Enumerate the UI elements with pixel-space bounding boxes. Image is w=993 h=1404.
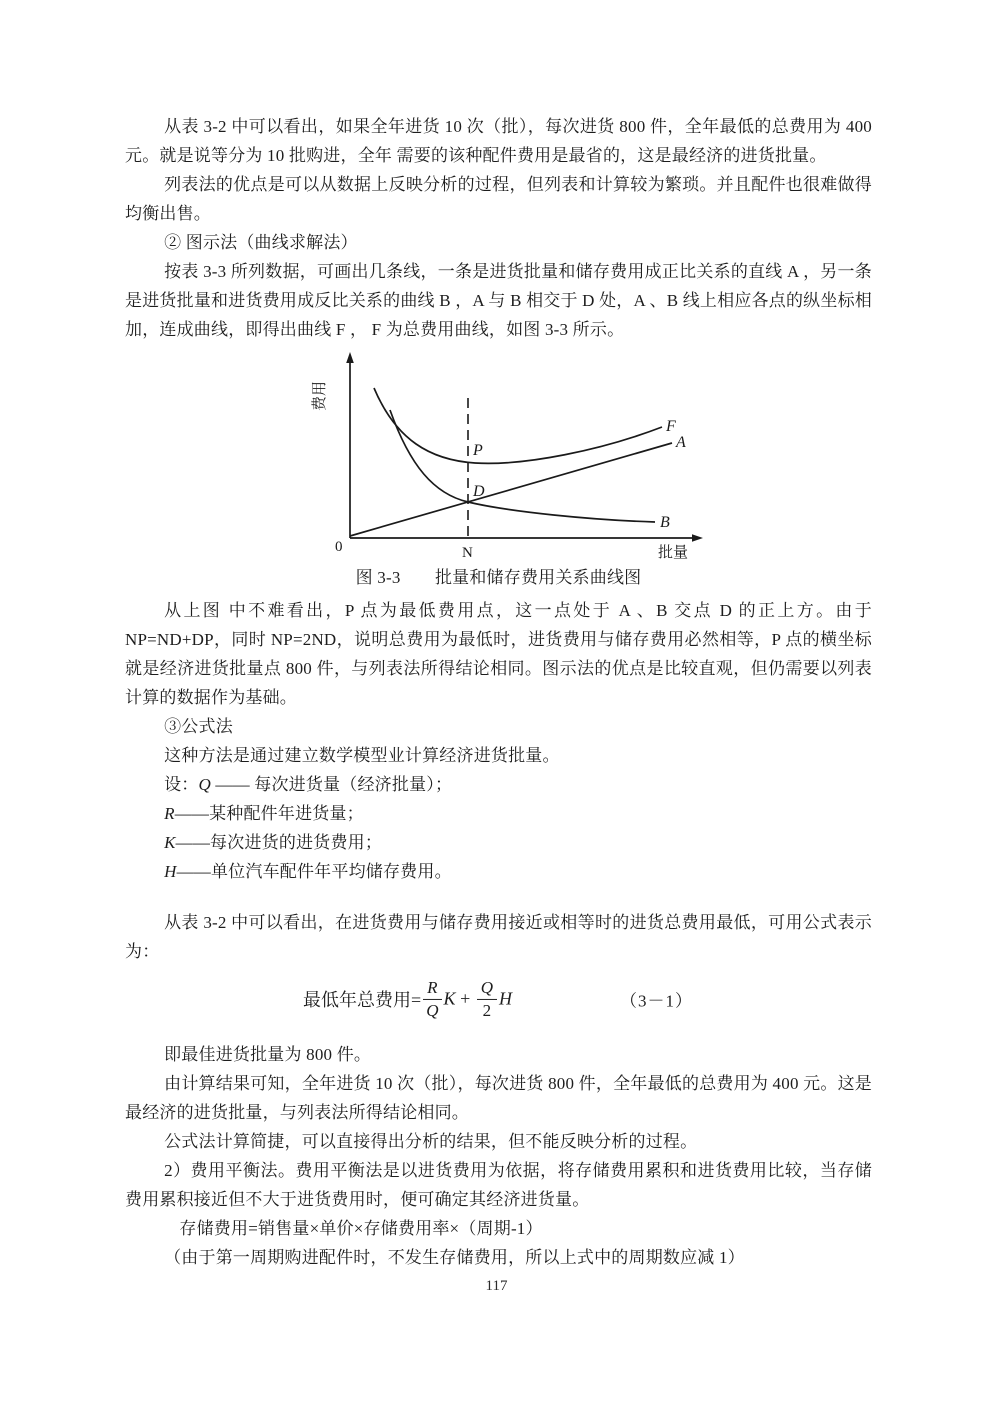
paragraph-intro: 从表 3-2 中可以看出，如果全年进货 10 次（批），每次进货 800 件，全年最低的总费用为 400 元。就是说等分为 10 批购进，全年 需要的该种配件费用是最省的，这是最经济的进货批量。 (125, 117, 872, 165)
paragraph-balance-method: 2）费用平衡法。费用平衡法是以进货费用为依据，将存储费用累积和进货费用比较，当存储费用累积接近但不大于进货费用时，便可确定其经济进货量。 (125, 1161, 872, 1209)
plus-sign: + (460, 988, 471, 1009)
definition-variable: Q (198, 775, 211, 794)
origin-label: 0 (335, 539, 343, 555)
paragraph-lowest-cost: 从表 3-2 中可以看出，在进货费用与储存费用接近或相等时的进货总费用最低，可用公式表示为： (125, 913, 872, 961)
equation-k: K (443, 988, 456, 1009)
figure-3-3 (125, 348, 872, 562)
equation-3-1 (125, 970, 872, 1028)
heading-graphic-method: ② 图示法（曲线求解法） (164, 233, 358, 252)
fraction-r-over-q (423, 978, 441, 1020)
curve-f-path (374, 388, 662, 463)
curve-b-label: B (660, 514, 670, 531)
point-d-label: D (473, 483, 485, 500)
page-number: 117 (485, 1278, 508, 1294)
definition-r (125, 799, 872, 828)
paragraph-formula-intro: 这种方法是通过建立数学模型业计算经济进货批量。 (164, 746, 560, 765)
definition-variable: K (164, 833, 176, 852)
point-p-label: P (473, 442, 483, 459)
curve-a-line (350, 443, 672, 536)
y-axis-label: 费用 (312, 380, 328, 412)
figure-caption: 图 3-3 批量和储存费用关系曲线图 (355, 568, 642, 587)
paragraph-formula-pros: 公式法计算简捷，可以直接得出分析的结果，但不能反映分析的过程。 (164, 1132, 698, 1151)
paragraph-list-method-pros: 列表法的优点是可以从数据上反映分析的过程，但列表和计算较为繁琐。并且配件也很难做得均衡出售。 (125, 175, 872, 223)
definition-q (125, 770, 872, 799)
fraction-numerator: Q (477, 978, 497, 1000)
fraction-q-over-2 (477, 978, 497, 1020)
x-axis-label: 批量 (658, 545, 689, 561)
fraction-denominator: 2 (482, 1000, 492, 1020)
definition-text: ——某种配件年进货量； (174, 804, 364, 823)
paragraph-note: （由于第一周期购进配件时，不发生存储费用，所以上式中的周期数应减 1） (164, 1248, 745, 1267)
curve-a-label: A (676, 434, 686, 451)
curve-b-path (390, 410, 655, 522)
fraction-numerator: R (423, 978, 441, 1000)
definition-prefix: 设： (164, 775, 199, 794)
paragraph-figure-analysis: 从上图 中不难看出，P 点为最低费用点，这一点处于 A 、B 交点 D 的正上方。由于NP=ND+DP，同时 NP=2ND，说明总费用为最低时，进货费用与储存费用必然相等，P 点的横坐标就是经济进货批量点 800 件，与列表法所得结论相同。图示法的优点是比较直观，但仍需要以列表计算的数据作为基础。 (125, 601, 872, 707)
equation-lhs: 最低年总费用= (303, 990, 422, 1010)
paragraph-best-batch: 即最佳进货批量为 800 件。 (164, 1045, 372, 1064)
equation-body (303, 978, 512, 1020)
equation-number: （3－1） (620, 991, 693, 1011)
text-block (125, 112, 872, 1272)
definition-h (125, 857, 872, 886)
definition-variable: R (164, 804, 175, 823)
n-label: N (462, 545, 473, 561)
fraction-denominator: Q (426, 1000, 439, 1020)
definition-text: ——每次进货的进货费用； (175, 833, 383, 852)
paragraph-calc-result: 由计算结果可知，全年进货 10 次（批），每次进货 800 件，全年最低的总费用为 400 元。这是最经济的进货批量，与列表法所得结论相同。 (125, 1074, 872, 1122)
definition-k (125, 828, 872, 857)
equation-h: H (499, 988, 512, 1009)
cost-batch-chart (310, 348, 710, 562)
y-axis-arrow-icon (346, 352, 354, 363)
curve-f-label: F (666, 418, 676, 435)
paragraph-storage-cost-formula: 存储费用=销售量×单价×存储费用率×（周期-1） (179, 1219, 543, 1238)
definition-text: —— 每次进货量（经济批量）； (210, 775, 453, 794)
paragraph-curve-description: 按表 3-3 所列数据，可画出几条线，一条是进货批量和储存费用成正比关系的直线 A ，另一条是进货批量和进货费用成反比关系的曲线 B ，A 与 B 相交于 D 处，A 、B 线上相应各点的纵坐标相加，连成曲线，即得出曲线 F ， F 为总费用曲线，如图 3-3 所示。 (125, 262, 872, 339)
heading-formula-method: ③公式法 (164, 717, 233, 736)
definition-text: ——单位汽车配件年平均储存费用。 (176, 862, 452, 881)
x-axis-arrow-icon (692, 534, 703, 542)
definition-variable: H (164, 862, 177, 881)
